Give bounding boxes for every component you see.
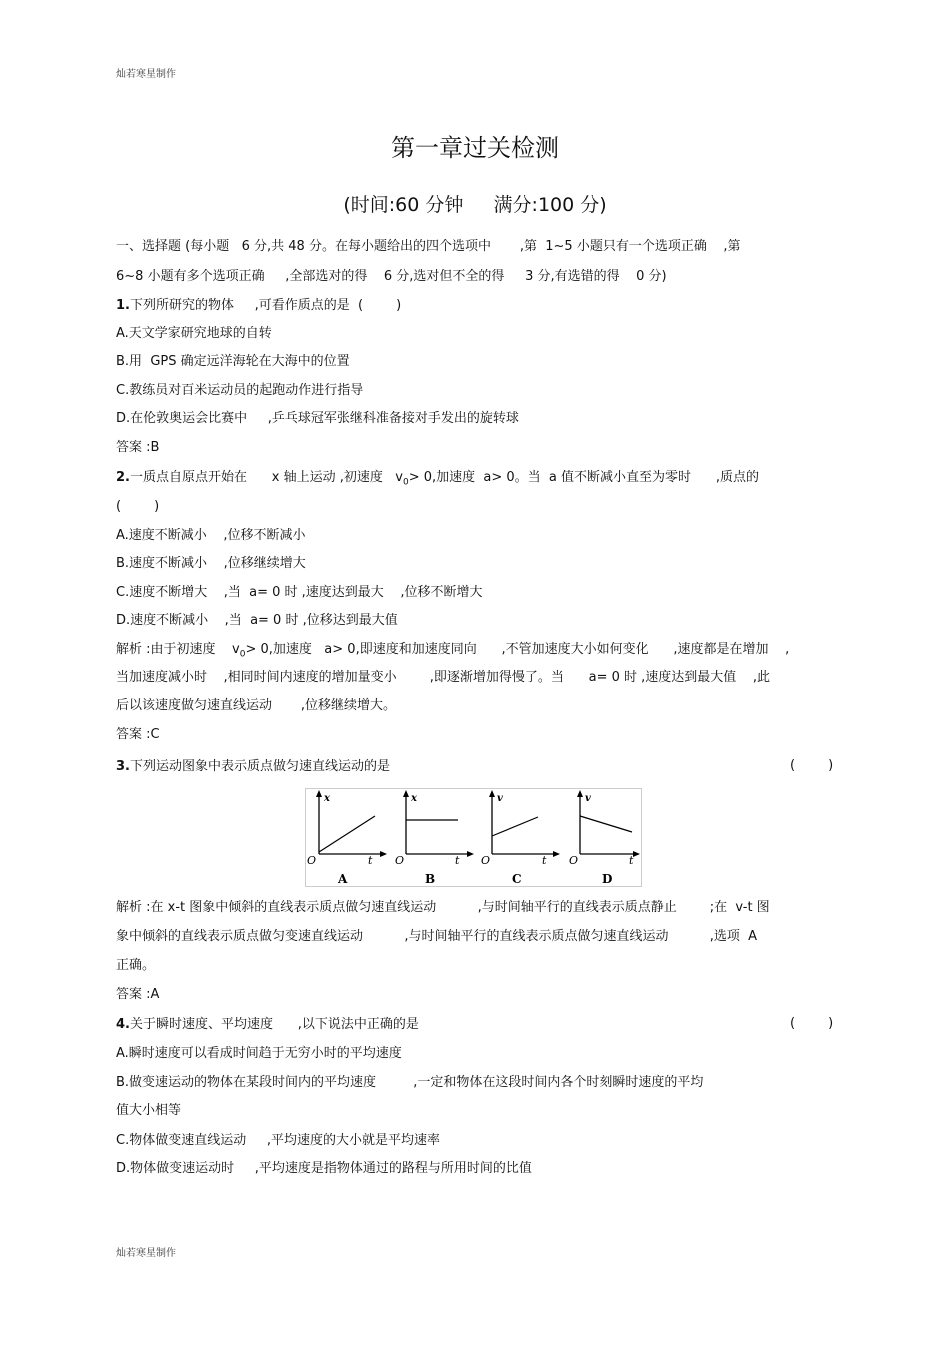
- q1-stem-text: 下列所研究的物体 ,可看作质点的是 ( ): [129, 298, 402, 313]
- q1-option-b: B.用 GPS 确定远洋海轮在大海中的位置: [116, 354, 350, 369]
- q3-stem: [116, 758, 390, 776]
- q1-option-a: A.天文学家研究地球的自转: [116, 326, 272, 341]
- q2-option-d: D.速度不断减小 ,当 a= 0 时 ,位移达到最大值: [116, 613, 398, 628]
- q4-paren: ( ): [790, 1016, 834, 1031]
- q3-explanation-line-2: 象中倾斜的直线表示质点做匀变速直线运动 ,与时间轴平行的直线表示质点做匀速直线运动 ,选项 A: [116, 929, 758, 944]
- q4-option-c: C.物体做变速直线运动 ,平均速度的大小就是平均速率: [116, 1133, 441, 1148]
- graph-c-y-label: v: [497, 793, 503, 804]
- graph-d-origin: O: [569, 854, 579, 867]
- arrow-icon: [316, 790, 322, 797]
- q1-answer: 答案 :B: [116, 440, 160, 455]
- q4-option-d: D.物体做变速运动时 ,平均速度是指物体通过的路程与所用时间的比值: [116, 1161, 532, 1176]
- q2-stem-text-b: > 0,加速度 a> 0。当 a 值不断减小直至为零时 ,质点的: [408, 470, 759, 485]
- q3-explanation-line-1: 解析 :在 x-t 图象中倾斜的直线表示质点做匀速直线运动 ,与时间轴平行的直线表示质点静止 ;在 v-t 图: [116, 900, 770, 915]
- q4-option-b-line-2: 值大小相等: [116, 1103, 182, 1118]
- q3-paren: ( ): [790, 758, 834, 773]
- q2-stem-text-a: 一质点自原点开始在 x 轴上运动 ,初速度 v: [129, 470, 403, 485]
- q2-paren: ( ): [116, 499, 160, 514]
- graph-panel-b: [395, 790, 474, 886]
- graph-a-y-label: x: [324, 793, 330, 804]
- figure-frame: [306, 789, 642, 887]
- graph-c-caption: C: [512, 872, 522, 886]
- arrow-icon: [380, 851, 387, 857]
- q2-stem-subscript: 0: [402, 477, 409, 488]
- q1-number: 1.: [116, 298, 130, 313]
- page-header: 灿若寒星制作: [116, 69, 176, 80]
- graph-c-origin: O: [481, 854, 491, 867]
- graph-b-caption: B: [425, 872, 436, 886]
- q2-explanation-line-2: 当加速度减小时 ,相同时间内速度的增加量变小 ,即逐渐增加得慢了。当 a= 0 时 ,速度达到最大值 ,此: [116, 670, 770, 685]
- q1-stem: [116, 297, 401, 315]
- graph-panel-a: [307, 790, 387, 886]
- graph-d-line: [580, 816, 632, 832]
- section-intro-line-2: 6~8 小题有多个选项正确 ,全部选对的得 6 分,选对但不全的得 3 分,有选错的得 0 分): [116, 269, 667, 284]
- q2-exp-text-a: 解析 :由于初速度 v: [116, 642, 240, 657]
- q1-option-d: D.在伦敦奥运会比赛中 ,乒乓球冠军张继科准备接对手发出的旋转球: [116, 411, 519, 426]
- section-intro-line-1: 一、选择题 (每小题 6 分,共 48 分。在每小题给出的四个选项中 ,第 1~5 小题只有一个选项正确 ,第: [116, 239, 741, 254]
- arrow-icon: [577, 790, 583, 797]
- page-subtitle: (时间:60 分钟 满分:100 分): [343, 194, 607, 216]
- q2-exp-text-b: > 0,加速度 a> 0,即速度和加速度同向 ,不管加速度大小如何变化 ,速度都是在增加 ,: [245, 642, 790, 657]
- arrow-icon: [633, 851, 640, 857]
- q2-option-b: B.速度不断减小 ,位移继续增大: [116, 556, 306, 571]
- q2-number: 2.: [116, 470, 130, 485]
- q3-graphs-figure: [305, 788, 643, 888]
- q3-answer: 答案 :A: [116, 987, 160, 1002]
- graph-d-x-label: t: [629, 854, 634, 867]
- q4-option-b-line-1: B.做变速运动的物体在某段时间内的平均速度 ,一定和物体在这段时间内各个时刻瞬时速度的平均: [116, 1075, 704, 1090]
- arrow-icon: [489, 790, 495, 797]
- graph-a-line: [319, 816, 375, 852]
- page-title: 第一章过关检测: [391, 134, 559, 162]
- q3-number: 3.: [116, 759, 130, 774]
- arrow-icon: [467, 851, 474, 857]
- q4-option-a: A.瞬时速度可以看成时间趋于无穷小时的平均速度: [116, 1046, 402, 1061]
- q2-explanation-line-1: [116, 641, 789, 664]
- q4-stem-text: 关于瞬时速度、平均速度 ,以下说法中正确的是: [129, 1017, 419, 1032]
- graph-d-y-label: v: [585, 793, 591, 804]
- graph-c-line: [492, 817, 538, 836]
- q4-stem: [116, 1016, 419, 1034]
- q2-explanation-line-3: 后以该速度做匀速直线运动 ,位移继续增大。: [116, 698, 397, 713]
- graph-d-caption: D: [602, 872, 613, 886]
- graph-b-x-label: t: [455, 854, 460, 867]
- graph-a-x-label: t: [368, 854, 373, 867]
- q3-stem-text: 下列运动图象中表示质点做匀速直线运动的是: [129, 759, 390, 774]
- graph-c-x-label: t: [542, 854, 547, 867]
- graph-a-origin: O: [307, 854, 317, 867]
- page-footer: 灿若寒星制作: [116, 1248, 176, 1259]
- q4-number: 4.: [116, 1017, 130, 1032]
- arrow-icon: [553, 851, 560, 857]
- graph-a-caption: A: [338, 872, 348, 886]
- graph-b-y-label: x: [411, 793, 417, 804]
- graph-panel-c: [481, 790, 560, 886]
- q3-explanation-line-3: 正确。: [116, 958, 156, 973]
- q2-option-c: C.速度不断增大 ,当 a= 0 时 ,速度达到最大 ,位移不断增大: [116, 585, 483, 600]
- q1-option-c: C.教练员对百米运动员的起跑动作进行指导: [116, 383, 364, 398]
- q2-option-a: A.速度不断减小 ,位移不断减小: [116, 528, 306, 543]
- q2-exp-subscript: 0: [239, 649, 246, 660]
- graph-panel-d: [569, 790, 640, 886]
- q2-stem: [116, 469, 759, 492]
- q2-answer: 答案 :C: [116, 727, 160, 742]
- graph-b-origin: O: [395, 854, 405, 867]
- arrow-icon: [403, 790, 409, 797]
